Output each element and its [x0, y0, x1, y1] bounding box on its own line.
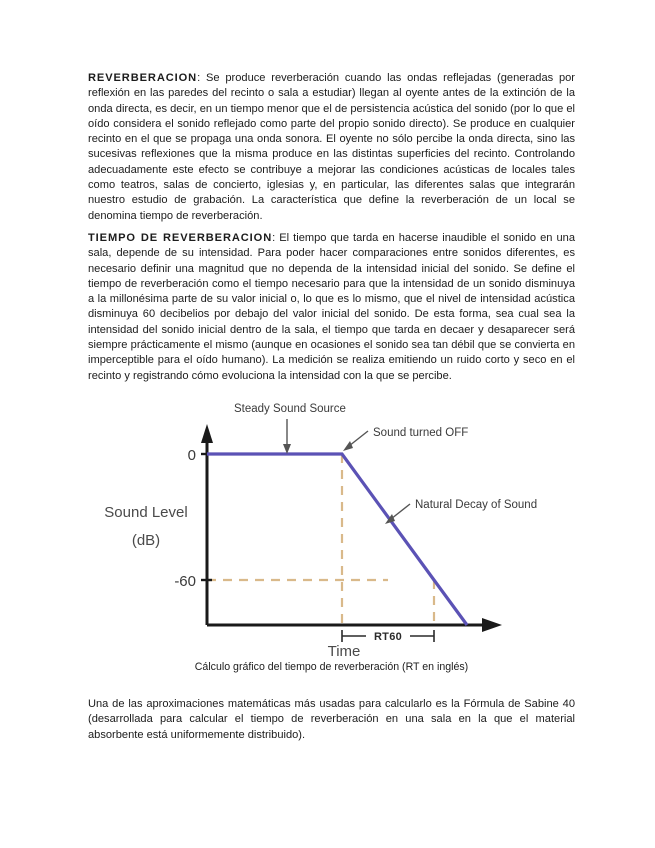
paragraph-tiempo-de-reverberacion: [88, 231, 575, 384]
heading-reverberacion: REVERBERACION: [88, 72, 198, 84]
reverberation-decay-figure: [88, 398, 575, 683]
paragraph-sabine: [88, 697, 575, 743]
body-tiempo-de-reverberacion: El tiempo que tarda en hacerse inaudible el sonido en una sala, depende de su intensidad. Para poder hacer comparaciones entre sonidos diferentes, es necesario definir una magnitud que no dependa de la intensidad inicial del sonido. Se define el tiempo de reverberación como el tiempo necesario para que la intensidad de un sonido disminuya a la millonésima parte de su valor inicial o, lo que es lo mismo, que el nivel de intensidad acústica disminuya 60 decibelios por debajo del valor inicial del sonido. De esta forma, sea cual sea la intensidad del sonido inicial dentro de la sala, el tiempo que tarda en decaer y desaparecer será siempre prácticamente el mismo (aunque en ocasiones el sonido sea tan débil que se convierta en imperceptible para el oído humano). La medición se realiza emitiendo un ruido corto y seco en el recinto y registrando cómo evoluciona la intensidad con la que se percibe.: [88, 232, 575, 382]
annotation-arrowhead-sound-turned-off: [343, 441, 353, 451]
document-page: [88, 0, 575, 848]
y-axis-label-line1: Sound Level: [104, 504, 188, 521]
body-reverberacion: Se produce reverberación cuando las ondas reflejadas (generadas por reflexión en las paredes del recinto o sala a estudiar) llegan al oyente antes de la extinción de la onda directa, es decir, en un tiempo menor que el de persistencia acústica del sonido (por lo que el oído considera el sonido reflejado como parte del propio sonido directo). Se produce en cualquier recinto en el que se propaga una onda sonora. El oyente no sólo percibe la onda directa, sino las sucesivas reflexiones que la misma produce en las distintas superficies del recinto. Controlando adecuadamente este efecto se contribuye a mejorar las condiciones acústicas de locales tales como teatros, salas de concierto, iglesias y, en particular, las diferentes salas que integrarán nuestro estudio de grabación. La característica que define la reverberación de un local se denomina tiempo de reverberación.: [88, 72, 575, 222]
sound-level-curve: [207, 454, 467, 625]
heading-tiempo-de-reverberacion: TIEMPO DE REVERBERACION: [88, 232, 273, 244]
rt60-label: RT60: [373, 631, 403, 643]
annotation-arrow-sound-turned-off: [349, 431, 368, 446]
y-tick-label-minus60: -60: [174, 573, 196, 590]
chart-canvas: [88, 398, 575, 656]
y-tick-label-0: 0: [187, 447, 196, 464]
y-axis-arrowhead: [201, 424, 213, 443]
y-axis-label-line2: (dB): [131, 532, 161, 549]
body-sabine: Una de las aproximaciones matemáticas más usadas para calcularlo es la Fórmula de Sabine 40 (desarrollada para calcular el tiempo de reverberación en una sala en la que el material absorbente está uniformemente distribuido).: [88, 698, 575, 741]
annotation-arrow-natural-decay: [391, 504, 410, 519]
annotation-sound-turned-off: Sound turned OFF: [373, 427, 469, 439]
heading-separator-reverberacion: :: [197, 72, 201, 84]
figure-caption: Cálculo gráfico del tiempo de reverberación (RT en inglés): [194, 661, 469, 673]
x-axis-label: Time: [327, 643, 361, 656]
heading-separator-tiempo: :: [272, 232, 276, 244]
x-axis-arrowhead: [482, 618, 502, 632]
paragraph-reverberacion: [88, 71, 575, 224]
annotation-steady-sound-source: Steady Sound Source: [234, 403, 346, 415]
annotation-natural-decay: Natural Decay of Sound: [415, 499, 538, 511]
decay-chart-svg: [88, 398, 575, 656]
